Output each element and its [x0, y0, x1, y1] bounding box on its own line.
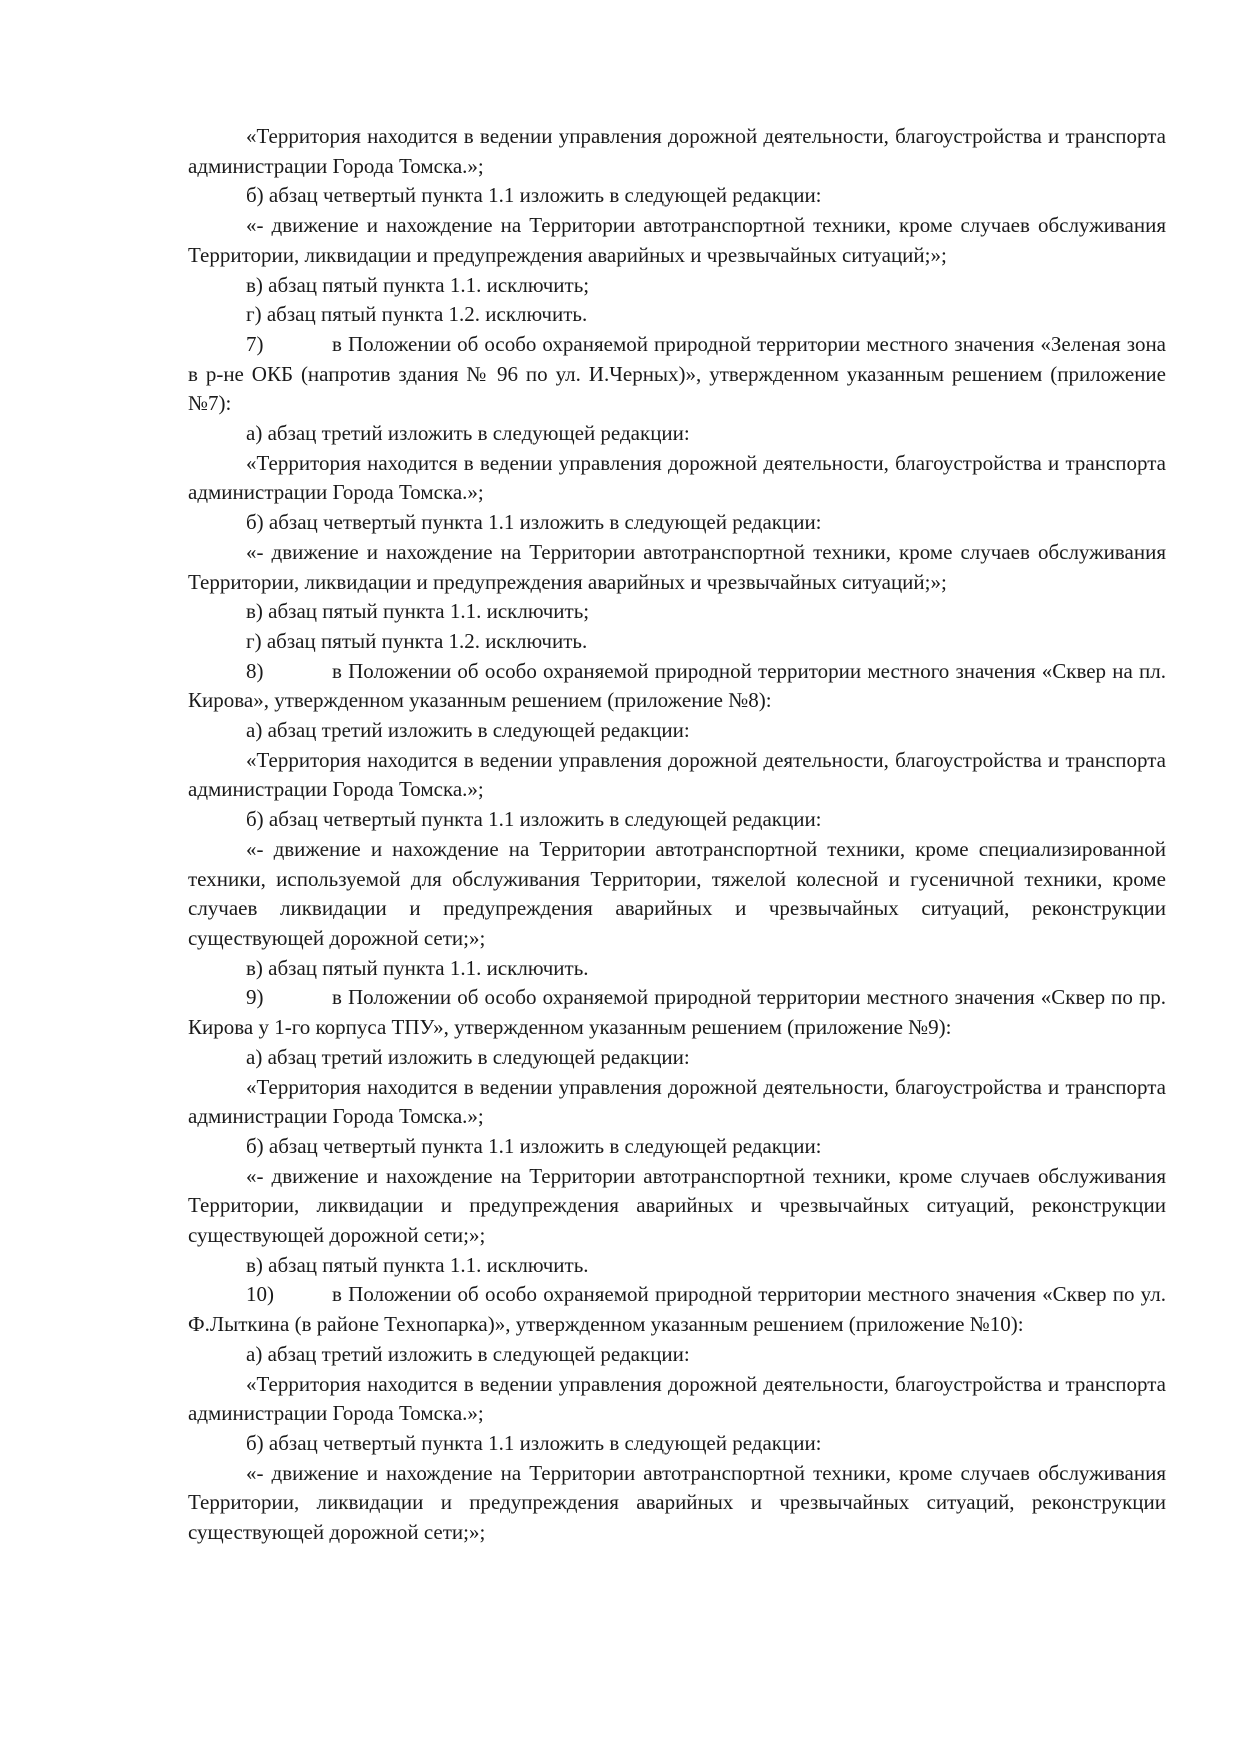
- paragraph: б) абзац четвертый пункта 1.1 изложить в следующей редакции:: [246, 807, 822, 832]
- item-number: 10): [246, 1282, 274, 1307]
- document-page: [188, 122, 1166, 1548]
- paragraph: «- движение и нахождение на Территории автотранспортной техники, кроме случаев обслуживания Территории, ликвидации и предупреждения аварийных и чрезвычайных ситуаций;»;: [188, 213, 1166, 267]
- item-number: 8): [246, 658, 264, 683]
- paragraph: б) абзац четвертый пункта 1.1 изложить в следующей редакции:: [246, 1133, 822, 1158]
- paragraph: «Территория находится в ведении управления дорожной деятельности, благоустройства и транспорта администрации Города Томска.»;: [188, 124, 1166, 178]
- item-number: 7): [246, 331, 264, 356]
- paragraph: «Территория находится в ведении управления дорожной деятельности, благоустройства и транспорта администрации Города Томска.»;: [188, 1074, 1166, 1129]
- paragraph: а) абзац третий изложить в следующей редакции:: [246, 421, 690, 446]
- paragraph: «- движение и нахождение на Территории автотранспортной техники, кроме специализированной техники, используемой для обслуживания Территории, тяжелой колесной и гусеничной техники, кроме случаев ликвидации и предупреждения аварийных и чрезвычайных ситуаций, реконструкции существующей дорожной сети;»;: [188, 836, 1166, 950]
- paragraph: а) абзац третий изложить в следующей редакции:: [246, 718, 690, 743]
- item-number: 9): [246, 985, 264, 1010]
- item-text: в Положении об особо охраняемой природной территории местного значения «Зеленая зона в р-не ОКБ (напротив здания № 96 по ул. И.Черных)», утвержденном указанным решением (приложение №7):: [188, 331, 1166, 416]
- numbered-item-9: [188, 983, 1166, 1042]
- paragraph: «Территория находится в ведении управления дорожной деятельности, благоустройства и транспорта администрации Города Томска.»;: [188, 1371, 1166, 1426]
- paragraph: «- движение и нахождение на Территории автотранспортной техники, кроме случаев обслуживания Территории, ликвидации и предупреждения аварийных и чрезвычайных ситуаций, реконструкции существующей дорожной сети;»;: [188, 1163, 1166, 1248]
- item-text: в Положении об особо охраняемой природной территории местного значения «Сквер по ул. Ф.Лыткина (в районе Технопарка)», утвержденном указанным решением (приложение №10):: [188, 1282, 1166, 1337]
- paragraph: «Территория находится в ведении управления дорожной деятельности, благоустройства и транспорта администрации Города Томска.»;: [188, 450, 1166, 505]
- paragraph: г) абзац пятый пункта 1.2. исключить.: [246, 628, 588, 653]
- paragraph: в) абзац пятый пункта 1.1. исключить;: [246, 272, 590, 297]
- paragraph: «Территория находится в ведении управления дорожной деятельности, благоустройства и транспорта администрации Города Томска.»;: [188, 747, 1166, 802]
- paragraph: г) абзац пятый пункта 1.2. исключить.: [246, 302, 588, 327]
- paragraph: б) абзац четвертый пункта 1.1 изложить в следующей редакции:: [246, 1430, 822, 1455]
- numbered-item-10: [188, 1280, 1166, 1339]
- paragraph: «- движение и нахождение на Территории автотранспортной техники, кроме случаев обслуживания Территории, ликвидации и предупреждения аварийных и чрезвычайных ситуаций, реконструкции существующей дорожной сети;»;: [188, 1460, 1166, 1545]
- paragraph: «- движение и нахождение на Территории автотранспортной техники, кроме случаев обслуживания Территории, ликвидации и предупреждения аварийных и чрезвычайных ситуаций;»;: [188, 539, 1166, 594]
- paragraph: а) абзац третий изложить в следующей редакции:: [246, 1044, 690, 1069]
- item-text: в Положении об особо охраняемой природной территории местного значения «Сквер на пл. Кирова», утвержденном указанным решением (приложение №8):: [188, 658, 1166, 713]
- numbered-item-8: [188, 657, 1166, 716]
- paragraph: в) абзац пятый пункта 1.1. исключить;: [246, 599, 590, 624]
- paragraph: б) абзац четвертый пункта 1.1 изложить в следующей редакции:: [246, 183, 822, 208]
- paragraph: в) абзац пятый пункта 1.1. исключить.: [246, 1252, 589, 1277]
- item-text: в Положении об особо охраняемой природной территории местного значения «Сквер по пр. Кирова у 1-го корпуса ТПУ», утвержденном указанным решением (приложение №9):: [188, 985, 1166, 1040]
- paragraph: а) абзац третий изложить в следующей редакции:: [246, 1341, 690, 1366]
- paragraph: в) абзац пятый пункта 1.1. исключить.: [246, 955, 589, 980]
- paragraph: б) абзац четвертый пункта 1.1 изложить в следующей редакции:: [246, 510, 822, 535]
- numbered-item-7: [188, 330, 1166, 419]
